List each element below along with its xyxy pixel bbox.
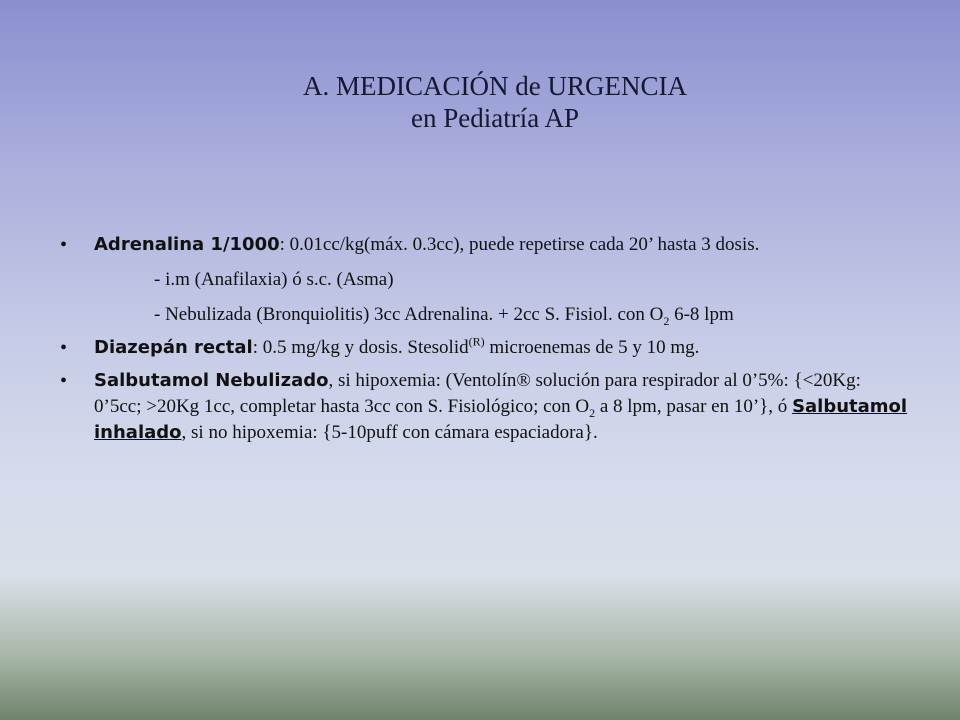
bullet-diazepan	[60, 335, 910, 361]
drug-name: Salbutamol Nebulizado	[94, 370, 329, 391]
bullet-dot: •	[60, 234, 68, 256]
drug-text-3: , si no hipoxemia: {5-10puff con cámara espaciadora}.	[181, 422, 598, 443]
drug-dose-text: : 0.01cc/kg(máx. 0.3cc), puede repetirse cada 20’ hasta 3 dosis.	[279, 234, 760, 255]
sub-item-nebulizada	[94, 302, 910, 328]
sub-item-text: - Nebulizada (Bronquiolitis) 3cc Adrenalina. + 2cc S. Fisiol. con O	[154, 304, 664, 325]
slide-title	[0, 70, 960, 134]
bullet-main-text	[94, 232, 910, 258]
bullet-salbutamol	[60, 368, 910, 446]
drug-dose-text: : 0.5 mg/kg y dosis. Stesolid	[252, 337, 469, 358]
bullet-list	[60, 232, 910, 446]
drug-name-inhalado: Salbutamol inhalado	[94, 396, 908, 443]
drug-text-1: , si hipoxemia: (Ventolín® solución para respirador al 0’5%: {<20Kg: 0’5cc; >20Kg 1cc, completar hasta 3cc con S. Fisiológico; con O	[94, 370, 861, 417]
bullet-dot: •	[60, 370, 68, 392]
drug-dose-text-end: microenemas de 5 y 10 mg.	[484, 337, 700, 358]
subscript-2: 2	[589, 405, 596, 420]
subscript-2: 2	[663, 313, 670, 328]
drug-name: Adrenalina 1/1000	[94, 234, 280, 255]
sub-item-im: - i.m (Anafilaxia) ó s.c. (Asma)	[154, 269, 394, 290]
drug-text-2: a 8 lpm, pasar en 10’}, ó	[595, 396, 793, 417]
drug-name: Diazepán rectal	[94, 337, 253, 358]
bullet-dot: •	[60, 337, 68, 359]
title-line-2: en Pediatría AP	[411, 103, 579, 133]
bullet-main-text	[94, 368, 910, 446]
registered-mark: (R)	[468, 334, 485, 349]
bullet-adrenalina	[60, 232, 910, 328]
bullet-main-text	[94, 335, 910, 361]
title-line-1: A. MEDICACIÓN de URGENCIA	[303, 71, 687, 101]
sub-item-text-end: 6-8 lpm	[669, 304, 734, 325]
